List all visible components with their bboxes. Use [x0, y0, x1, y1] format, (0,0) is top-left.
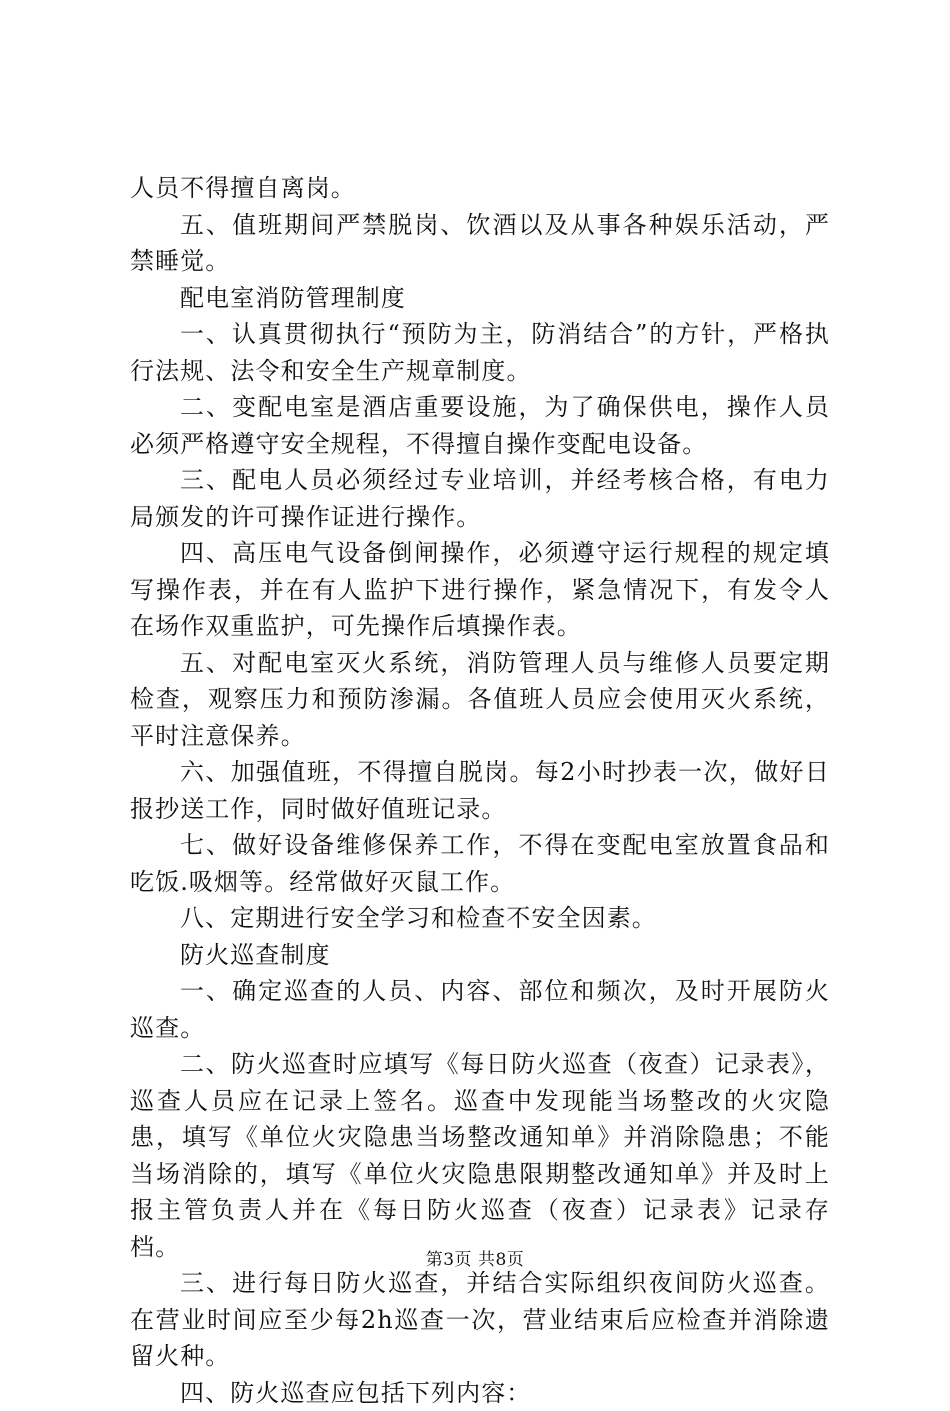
page-footer: 第3页 共8页 [0, 1245, 950, 1270]
section-heading: 防火巡查制度 [130, 937, 830, 974]
paragraph: 四、高压电气设备倒闸操作，必须遵守运行规程的规定填写操作表，并在有人监护下进行操作，紧急情况下，有发令人在场作双重监护，可先操作后填操作表。 [130, 535, 830, 645]
paragraph: 四、防火巡查应包括下列内容： [130, 1375, 830, 1411]
paragraph: 七、做好设备维修保养工作，不得在变配电室放置食品和吃饭.吸烟等。经常做好灭鼠工作。 [130, 827, 830, 900]
paragraph: 一、确定巡查的人员、内容、部位和频次，及时开展防火巡查。 [130, 973, 830, 1046]
paragraph: 五、值班期间严禁脱岗、饮酒以及从事各种娱乐活动，严禁睡觉。 [130, 207, 830, 280]
paragraph: 二、变配电室是酒店重要设施，为了确保供电，操作人员必须严格遵守安全规程，不得擅自操作变配电设备。 [130, 389, 830, 462]
paragraph: 一、认真贯彻执行“预防为主，防消结合”的方针，严格执行法规、法令和安全生产规章制度。 [130, 316, 830, 389]
section-heading: 配电室消防管理制度 [130, 280, 830, 317]
paragraph: 二、防火巡查时应填写《每日防火巡查（夜查）记录表》，巡查人员应在记录上签名。巡查中发现能当场整改的火灾隐患，填写《单位火灾隐患当场整改通知单》并消除隐患；不能当场消除的，填写《单位火灾隐患限期整改通知单》并及时上报主管负责人并在《每日防火巡查（夜查）记录表》记录存档。 [130, 1046, 830, 1265]
paragraph: 六、加强值班，不得擅自脱岗。每2小时抄表一次，做好日报抄送工作，同时做好值班记录。 [130, 754, 830, 827]
paragraph: 三、进行每日防火巡查，并结合实际组织夜间防火巡查。在营业时间应至少每2h巡查一次，营业结束后应检查并消除遗留火种。 [130, 1265, 830, 1375]
document-body [130, 170, 830, 1411]
paragraph: 八、定期进行安全学习和检查不安全因素。 [130, 900, 830, 937]
paragraph: 人员不得擅自离岗。 [130, 170, 830, 207]
paragraph: 三、配电人员必须经过专业培训，并经考核合格，有电力局颁发的许可操作证进行操作。 [130, 462, 830, 535]
paragraph: 五、对配电室灭火系统，消防管理人员与维修人员要定期检查，观察压力和预防渗漏。各值班人员应会使用灭火系统，平时注意保养。 [130, 645, 830, 755]
